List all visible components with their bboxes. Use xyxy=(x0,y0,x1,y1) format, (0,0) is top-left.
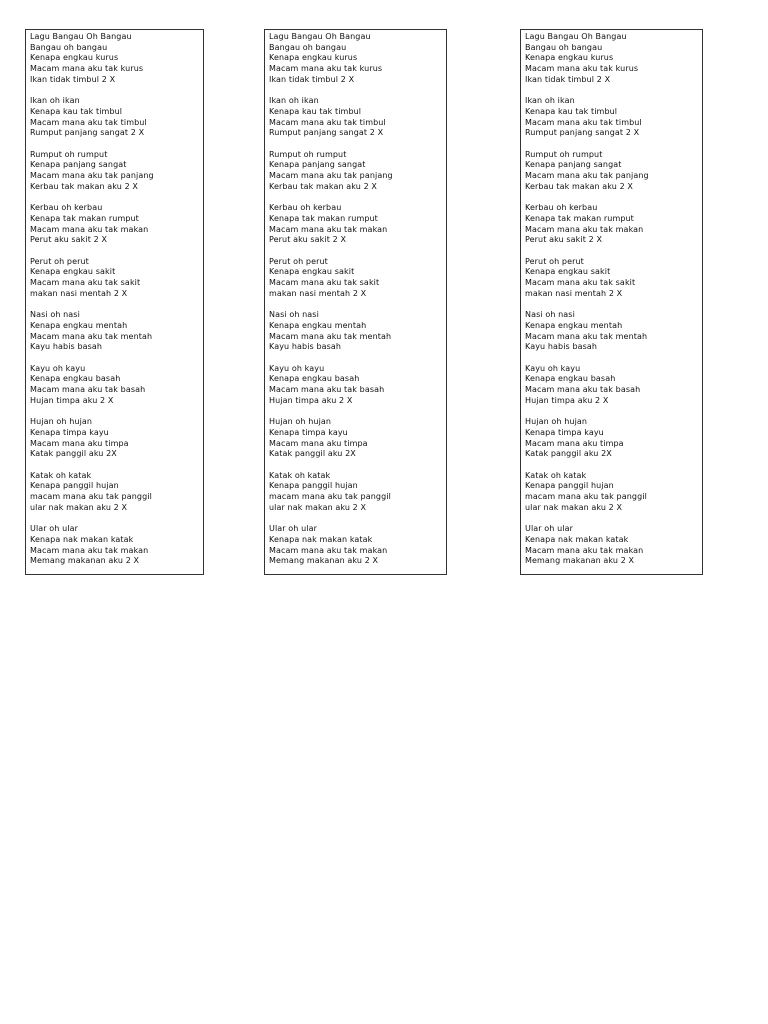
lyric-line: Ikan tidak timbul 2 X xyxy=(269,74,355,84)
lyric-line: Macam mana aku timpa xyxy=(30,438,129,448)
stanza xyxy=(269,310,442,353)
stanza xyxy=(525,257,698,300)
lyric-line: Kenapa nak makan katak xyxy=(269,534,373,544)
lyric-line: Hujan oh hujan xyxy=(269,417,332,427)
lyric-line: Kenapa engkau basah xyxy=(30,374,121,384)
lyric-line: Kenapa panggil hujan xyxy=(269,481,358,491)
lyric-line: Ikan tidak timbul 2 X xyxy=(525,74,611,84)
lyric-line: makan nasi mentah 2 X xyxy=(525,288,623,298)
lyric-line: ular nak makan aku 2 X xyxy=(30,502,128,512)
lyric-line: makan nasi mentah 2 X xyxy=(30,288,128,298)
lyric-line: Nasi oh nasi xyxy=(269,310,319,320)
lyric-line: Ular oh ular xyxy=(525,524,574,534)
lyric-line: Kenapa engkau sakit xyxy=(30,267,116,277)
lyric-line: Kenapa timpa kayu xyxy=(30,427,109,437)
lyric-line: Kenapa timpa kayu xyxy=(525,427,604,437)
lyric-line: Macam mana aku tak mentah xyxy=(525,331,648,341)
lyric-line: Kenapa nak makan katak xyxy=(525,534,629,544)
stanza xyxy=(269,471,442,514)
lyric-line: Kerbau tak makan aku 2 X xyxy=(525,181,633,191)
lyric-line: Perut oh perut xyxy=(30,256,89,266)
stanza xyxy=(30,364,199,407)
lyric-line: Kenapa engkau sakit xyxy=(269,267,355,277)
lyric-line: Rumput panjang sangat 2 X xyxy=(269,128,384,138)
stanza xyxy=(525,150,698,193)
lyric-line: Katak panggil aku 2X xyxy=(525,449,612,459)
lyric-line: Macam mana aku tak makan xyxy=(525,545,644,555)
lyric-line: macam mana aku tak panggil xyxy=(269,492,391,502)
lyric-line: Ikan oh ikan xyxy=(525,96,575,106)
lyric-line: Perut aku sakit 2 X xyxy=(30,235,108,245)
lyric-line: Katak oh katak xyxy=(525,470,587,480)
lyric-line: Macam mana aku tak kurus xyxy=(269,64,383,74)
lyric-line: Bangau oh bangau xyxy=(30,42,108,52)
lyric-line: Macam mana aku tak basah xyxy=(269,385,385,395)
stanza xyxy=(30,43,199,86)
lyric-line: Katak panggil aku 2X xyxy=(269,449,356,459)
lyric-line: Memang makanan aku 2 X xyxy=(30,556,140,566)
lyrics-card-2 xyxy=(264,29,447,575)
lyric-line: Rumput panjang sangat 2 X xyxy=(30,128,145,138)
lyric-line: Macam mana aku tak kurus xyxy=(525,64,639,74)
lyric-line: Hujan oh hujan xyxy=(30,417,93,427)
song-title: Lagu Bangau Oh Bangau xyxy=(269,32,371,41)
lyric-line: Ikan oh ikan xyxy=(30,96,80,106)
lyric-line: Perut oh perut xyxy=(525,256,584,266)
lyric-line: Rumput panjang sangat 2 X xyxy=(525,128,640,138)
stanza xyxy=(269,417,442,460)
lyric-line: Perut aku sakit 2 X xyxy=(269,235,347,245)
lyric-line: Kerbau tak makan aku 2 X xyxy=(269,181,377,191)
stanza xyxy=(269,524,442,567)
lyric-line: Ikan tidak timbul 2 X xyxy=(30,74,116,84)
stanza xyxy=(525,310,698,353)
lyrics-card-3 xyxy=(520,29,703,575)
stanza xyxy=(525,203,698,246)
lyric-line: Ular oh ular xyxy=(269,524,318,534)
lyric-line: Kenapa panjang sangat xyxy=(269,160,366,170)
lyric-line: Ular oh ular xyxy=(30,524,79,534)
lyric-line: Kenapa panjang sangat xyxy=(525,160,622,170)
stanza xyxy=(269,96,442,139)
lyric-line: Kenapa engkau basah xyxy=(269,374,360,384)
lyric-line: macam mana aku tak panggil xyxy=(30,492,152,502)
lyric-line: Macam mana aku tak timbul xyxy=(269,117,386,127)
stanza xyxy=(269,257,442,300)
lyric-line: Memang makanan aku 2 X xyxy=(269,556,379,566)
lyric-line: Kenapa kau tak timbul xyxy=(525,106,618,116)
lyric-line: Kayu oh kayu xyxy=(269,363,325,373)
song-title: Lagu Bangau Oh Bangau xyxy=(30,32,132,41)
lyric-line: Macam mana aku tak makan xyxy=(30,224,149,234)
lyric-line: Macam mana aku tak panjang xyxy=(30,171,154,181)
lyric-line: Nasi oh nasi xyxy=(525,310,575,320)
lyric-line: Kenapa engkau kurus xyxy=(269,53,358,63)
lyric-line: Kerbau oh kerbau xyxy=(30,203,103,213)
lyric-line: Macam mana aku tak sakit xyxy=(525,278,636,288)
stanza xyxy=(525,43,698,86)
lyric-line: Macam mana aku tak sakit xyxy=(30,278,141,288)
stanza xyxy=(525,524,698,567)
lyric-line: Macam mana aku tak sakit xyxy=(269,278,380,288)
stanza xyxy=(525,471,698,514)
lyric-line: Kenapa tak makan rumput xyxy=(525,213,634,223)
lyric-line: Macam mana aku tak makan xyxy=(269,545,388,555)
lyric-line: Katak oh katak xyxy=(269,470,331,480)
lyric-line: Kenapa tak makan rumput xyxy=(269,213,378,223)
lyric-line: Kenapa kau tak timbul xyxy=(269,106,362,116)
lyric-line: Macam mana aku timpa xyxy=(269,438,368,448)
lyric-line: Hujan timpa aku 2 X xyxy=(30,395,114,405)
lyric-line: Macam mana aku tak mentah xyxy=(30,331,153,341)
lyric-line: Macam mana aku tak makan xyxy=(525,224,644,234)
lyric-line: Kerbau tak makan aku 2 X xyxy=(30,181,138,191)
lyric-line: ular nak makan aku 2 X xyxy=(525,502,623,512)
stanza xyxy=(269,150,442,193)
lyric-line: Kenapa engkau basah xyxy=(525,374,616,384)
lyric-line: Kayu habis basah xyxy=(30,342,103,352)
lyric-line: Kenapa panjang sangat xyxy=(30,160,127,170)
stanza xyxy=(30,96,199,139)
lyric-line: Kenapa nak makan katak xyxy=(30,534,134,544)
lyric-line: Kenapa tak makan rumput xyxy=(30,213,139,223)
stanza xyxy=(30,257,199,300)
lyric-line: Rumput oh rumput xyxy=(525,149,603,159)
lyric-line: Kerbau oh kerbau xyxy=(525,203,598,213)
lyric-line: Macam mana aku tak makan xyxy=(269,224,388,234)
lyric-line: Macam mana aku tak mentah xyxy=(269,331,392,341)
lyric-line: Macam mana aku tak kurus xyxy=(30,64,144,74)
lyric-line: Kenapa engkau mentah xyxy=(525,320,623,330)
lyric-line: Bangau oh bangau xyxy=(269,42,347,52)
lyric-line: Kenapa engkau kurus xyxy=(525,53,614,63)
lyric-line: Kayu oh kayu xyxy=(525,363,581,373)
lyric-line: Macam mana aku tak timbul xyxy=(525,117,642,127)
lyric-line: makan nasi mentah 2 X xyxy=(269,288,367,298)
lyric-line: Macam mana aku tak panjang xyxy=(525,171,649,181)
stanza xyxy=(269,364,442,407)
lyric-line: ular nak makan aku 2 X xyxy=(269,502,367,512)
song-title: Lagu Bangau Oh Bangau xyxy=(525,32,627,41)
lyric-line: Hujan timpa aku 2 X xyxy=(269,395,353,405)
lyric-line: Macam mana aku tak panjang xyxy=(269,171,393,181)
lyric-line: Perut aku sakit 2 X xyxy=(525,235,603,245)
stanza xyxy=(525,96,698,139)
lyric-line: Kayu habis basah xyxy=(269,342,342,352)
stanza xyxy=(30,471,199,514)
lyric-line: Ikan oh ikan xyxy=(269,96,319,106)
lyric-line: Katak oh katak xyxy=(30,470,92,480)
stanza xyxy=(30,310,199,353)
lyric-line: Kerbau oh kerbau xyxy=(269,203,342,213)
lyric-line: Hujan timpa aku 2 X xyxy=(525,395,609,405)
lyric-line: Kenapa engkau mentah xyxy=(269,320,367,330)
lyrics-card-1 xyxy=(25,29,204,575)
stanza xyxy=(269,43,442,86)
lyric-line: Kenapa panggil hujan xyxy=(525,481,614,491)
lyric-line: Kenapa panggil hujan xyxy=(30,481,119,491)
lyric-line: Macam mana aku tak basah xyxy=(525,385,641,395)
lyric-line: Kenapa engkau mentah xyxy=(30,320,128,330)
stanza xyxy=(525,417,698,460)
lyric-line: macam mana aku tak panggil xyxy=(525,492,647,502)
stanza xyxy=(30,417,199,460)
lyric-line: Katak panggil aku 2X xyxy=(30,449,117,459)
stanza xyxy=(269,203,442,246)
lyric-line: Macam mana aku timpa xyxy=(525,438,624,448)
stanza xyxy=(30,150,199,193)
stanza xyxy=(525,364,698,407)
lyric-line: Kenapa engkau kurus xyxy=(30,53,119,63)
lyric-line: Macam mana aku tak makan xyxy=(30,545,149,555)
lyric-line: Hujan oh hujan xyxy=(525,417,588,427)
lyric-line: Nasi oh nasi xyxy=(30,310,80,320)
lyric-line: Bangau oh bangau xyxy=(525,42,603,52)
lyric-line: Macam mana aku tak timbul xyxy=(30,117,147,127)
lyric-line: Kenapa timpa kayu xyxy=(269,427,348,437)
lyric-line: Kayu oh kayu xyxy=(30,363,86,373)
lyric-line: Kenapa engkau sakit xyxy=(525,267,611,277)
lyric-line: Rumput oh rumput xyxy=(30,149,108,159)
lyric-line: Memang makanan aku 2 X xyxy=(525,556,635,566)
lyric-line: Kenapa kau tak timbul xyxy=(30,106,123,116)
lyric-line: Kayu habis basah xyxy=(525,342,598,352)
lyric-line: Rumput oh rumput xyxy=(269,149,347,159)
lyric-line: Perut oh perut xyxy=(269,256,328,266)
stanza xyxy=(30,203,199,246)
lyric-line: Macam mana aku tak basah xyxy=(30,385,146,395)
stanza xyxy=(30,524,199,567)
